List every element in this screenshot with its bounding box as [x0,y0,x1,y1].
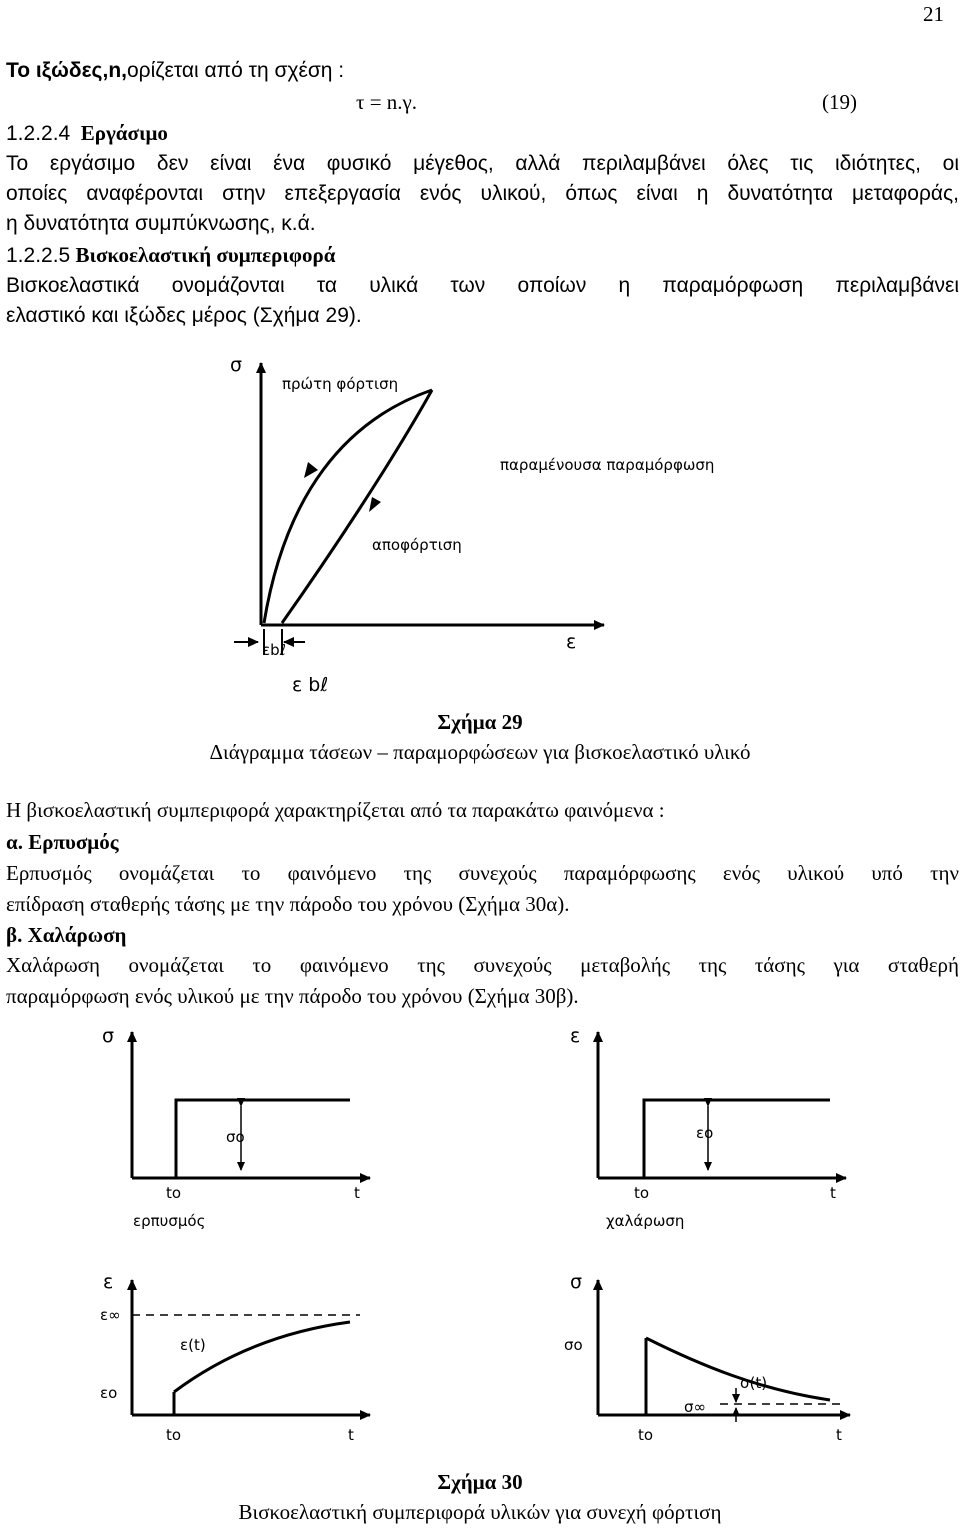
relax-top-name: χαλάρωση [606,1212,685,1230]
creep-top-level-label: σo [226,1128,245,1146]
workability-line-1: Το εργάσιμο δεν είναι ένα φυσικό μέγεθος, αλλά περιλαμβάνει όλες τις ιδιότητες, οι [6,152,959,175]
viscoelastic-line-1: Βισκοελαστικά ονομάζονται τα υλικά των οποίων η παραμόρφωση περιλαμβάνει [6,274,959,297]
creep-top-y-label: σ [102,1025,115,1047]
creep-top-t-label: t [354,1184,360,1202]
creep-bottom-curve-label: ε(t) [180,1336,206,1354]
relax-bottom-s0-label: σo [564,1336,583,1354]
section-title: Βισκοελαστική συμπεριφορά [75,243,336,267]
viscosity-intro-rest: ορίζεται από τη σχέση : [126,59,345,82]
figure-30-caption-text: Βισκοελαστική συμπεριφορά υλικών για συνεχή φόρτιση [238,1500,722,1524]
residual-label: παραμένουσα παραμόρφωση [500,456,715,474]
relax-bottom-t-label: t [836,1426,842,1444]
creep-line-2: επίδραση σταθερής τάσης με την πάροδο του χρόνου (Σχήμα 30α). [6,892,570,916]
relax-top-level-label: εo [696,1124,714,1142]
section-number: 1.2.2.5 [6,244,71,267]
relax-strain-plot [570,1025,846,1230]
section-heading-viscoelastic [6,245,335,266]
unloading-arrow-icon [369,497,381,512]
creep-stress-plot [102,1025,370,1230]
workability-line-2: οποίες αναφέρονται στην επεξεργασία ενός υλικού, όπως είναι η δυνατότητα μεταφοράς, [6,182,959,205]
figure-30-caption-title: Σχήμα 30 [437,1470,523,1494]
relax-line-1: Χαλάρωση ονομάζεται το φαινόμενο της συνεχούς μεταβολής της τάσης για σταθερή [6,953,959,977]
equation-number: (19) [822,90,857,114]
viscoelastic-line-2: ελαστικό και ιξώδες μέρος (Σχήμα 29). [6,304,362,327]
relax-bottom-curve-label: σ(t) [740,1374,768,1392]
relax-line-2: παραμόρφωση ενός υλικού με την πάροδο του χρόνου (Σχήμα 30β). [6,984,579,1008]
relax-heading: β. Χαλάρωση [6,923,127,947]
epsilon-label: ε [566,631,577,653]
creep-heading: α. Ερπυσμός [6,830,119,854]
creep-bottom-einf-label: ε∞ [100,1306,121,1324]
workability-line-3: η δυνατότητα συμπύκνωσης, κ.ά. [6,212,316,235]
creep-line-1: Ερπυσμός ονομάζεται το φαινόμενο της συνεχούς παραμόρφωσης ενός υλικού υπό την [6,861,959,885]
creep-bottom-e0-label: εo [100,1384,118,1402]
figure-30-diagrams [0,1020,960,1460]
figure-29-diagram [0,345,960,705]
relax-bottom-t0-label: to [638,1426,654,1444]
relax-bottom-y-label: σ [570,1271,583,1293]
loading-arrow-icon [304,462,318,478]
creep-top-name: ερπυσμός [133,1212,206,1230]
unloading-label: αποφόρτιση [372,536,462,554]
eps-bl-label: ε bℓ [292,674,329,696]
viscosity-intro [6,60,344,81]
creep-strain-plot [100,1271,370,1444]
sigma-label: σ [230,354,243,376]
unloading-curve [282,390,432,623]
creep-bottom-t-label: t [348,1426,354,1444]
relax-bottom-sinf-label: σ∞ [684,1398,707,1416]
relax-top-t0-label: to [634,1184,650,1202]
eps-bl-small-label: εbℓ [262,641,286,659]
loading-curve [264,390,432,623]
phenomena-intro: Η βισκοελαστική συμπεριφορά χαρακτηρίζεται από τα παρακάτω φαινόμενα : [6,798,665,822]
first-loading-label: πρώτη φόρτιση [282,375,399,393]
relax-stress-plot [564,1271,850,1444]
viscosity-term: Το ιξώδες,n, [6,59,127,82]
creep-bottom-y-label: ε [103,1271,114,1293]
figure-29-caption-title: Σχήμα 29 [437,710,523,734]
section-heading-workability [6,123,168,144]
relax-top-y-label: ε [570,1025,581,1047]
creep-bottom-t0-label: to [166,1426,182,1444]
page-number: 21 [923,2,944,26]
section-number: 1.2.2.4 [6,122,71,145]
section-title: Εργάσιμο [80,121,168,145]
figure-29-caption-text: Διάγραμμα τάσεων – παραμορφώσεων για βισκοελαστικό υλικό [209,740,751,764]
equation: τ = n.γ. [356,90,418,114]
relax-top-t-label: t [830,1184,836,1202]
creep-top-t0-label: to [166,1184,182,1202]
